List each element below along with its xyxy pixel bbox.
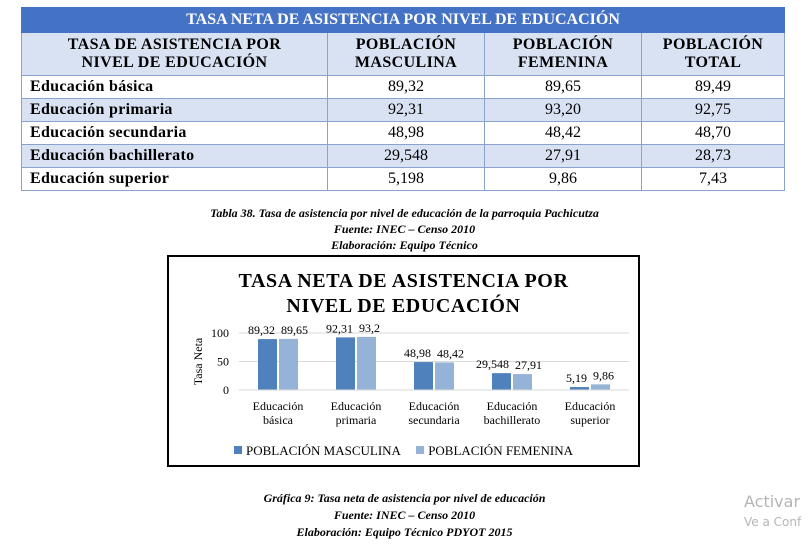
cell-female: 93,20	[485, 99, 642, 122]
data-label: 5,19	[566, 371, 587, 386]
chart-title: TASA NETA DE ASISTENCIA POR NIVEL DE EDUCACIÓN	[238, 270, 569, 317]
data-label: 89,65	[281, 322, 308, 337]
data-label: 92,31	[326, 321, 353, 336]
bar	[336, 337, 355, 390]
cell-male: 89,32	[328, 76, 485, 99]
cell-female: 9,86	[485, 168, 642, 191]
chart-frame	[167, 255, 640, 467]
legend-label-male: POBLACIÓN MASCULINA	[246, 443, 401, 458]
y-tick-label: 0	[223, 383, 229, 397]
x-tick-label: básica	[263, 413, 293, 427]
table-row	[22, 145, 785, 168]
table-row	[22, 122, 785, 145]
cell-male: 92,31	[328, 99, 485, 122]
row-label: Educación superior	[22, 168, 328, 191]
x-tick-label: primaria	[335, 413, 377, 427]
row-label: Educación bachillerato	[22, 145, 328, 168]
x-tick-label: secundaria	[408, 413, 460, 427]
chart-plot	[169, 257, 638, 437]
row-label: Educación primaria	[22, 99, 328, 122]
x-tick-label: Educación	[564, 399, 616, 413]
data-label: 29,548	[476, 357, 509, 372]
watermark-line1: Activar	[744, 492, 801, 511]
data-label: 9,86	[593, 368, 614, 383]
table-row	[22, 99, 785, 122]
data-label: 48,98	[404, 346, 431, 361]
x-tick-label: Educación	[252, 399, 304, 413]
data-label: 48,42	[437, 346, 464, 361]
cell-total: 7,43	[642, 168, 785, 191]
legend-item-male	[234, 443, 401, 459]
cell-male: 5,198	[328, 168, 485, 191]
bar	[492, 373, 511, 390]
column-header-female: POBLACIÓN FEMENINA	[485, 33, 642, 76]
data-label: 93,2	[359, 320, 380, 335]
x-tick-label: Educación	[408, 399, 460, 413]
legend-label-female: POBLACIÓN FEMENINA	[428, 443, 573, 458]
bar	[279, 339, 298, 390]
cell-male: 29,548	[328, 145, 485, 168]
legend-item-female	[416, 443, 573, 459]
table-credit: Elaboración: Equipo Técnico	[331, 238, 478, 252]
x-tick-label: Educación	[486, 399, 538, 413]
y-axis-title: Tasa Neta	[191, 337, 205, 386]
table-caption: Tabla 38. Tasa de asistencia por nivel de educación de la parroquia Pachicutza	[210, 206, 599, 220]
x-tick-label: superior	[570, 413, 610, 427]
column-header-male: POBLACIÓN MASCULINA	[328, 33, 485, 76]
cell-total: 92,75	[642, 99, 785, 122]
bar	[414, 362, 433, 390]
bar	[258, 339, 277, 390]
cell-male: 48,98	[328, 122, 485, 145]
cell-female: 89,65	[485, 76, 642, 99]
cell-total: 28,73	[642, 145, 785, 168]
data-label: 27,91	[515, 358, 542, 373]
bar	[591, 384, 610, 390]
row-label: Educación secundaria	[22, 122, 328, 145]
chart-caption: Gráfica 9: Tasa neta de asistencia por nivel de educación	[263, 491, 546, 505]
row-label: Educación básica	[22, 76, 328, 99]
column-header-level: TASA DE ASISTENCIA POR NIVEL DE EDUCACIÓN	[22, 33, 328, 76]
bar	[513, 374, 532, 390]
cell-female: 27,91	[485, 145, 642, 168]
data-label: 89,32	[248, 323, 275, 338]
y-tick-label: 50	[217, 354, 229, 369]
table-header-row	[22, 33, 785, 76]
legend-swatch-female	[416, 446, 424, 454]
chart-legend	[169, 443, 638, 459]
watermark-line2: Ve a Conf	[744, 515, 802, 529]
legend-swatch-male	[234, 446, 242, 454]
cell-female: 48,42	[485, 122, 642, 145]
attendance-table	[21, 7, 785, 191]
chart-source: Fuente: INEC – Censo 2010	[333, 508, 476, 522]
x-tick-label: bachillerato	[483, 413, 541, 427]
table-source: Fuente: INEC – Censo 2010	[333, 222, 476, 236]
table-row	[22, 76, 785, 99]
cell-total: 89,49	[642, 76, 785, 99]
bar	[357, 337, 376, 390]
column-header-total: POBLACIÓN TOTAL	[642, 33, 785, 76]
chart-credit: Elaboración: Equipo Técnico PDYOT 2015	[296, 525, 513, 539]
cell-total: 48,70	[642, 122, 785, 145]
y-tick-label: 100	[211, 326, 229, 340]
table-row	[22, 168, 785, 191]
x-tick-label: Educación	[330, 399, 382, 413]
table-title: TASA NETA DE ASISTENCIA POR NIVEL DE EDUCACIÓN	[22, 8, 785, 33]
bar	[435, 362, 454, 390]
